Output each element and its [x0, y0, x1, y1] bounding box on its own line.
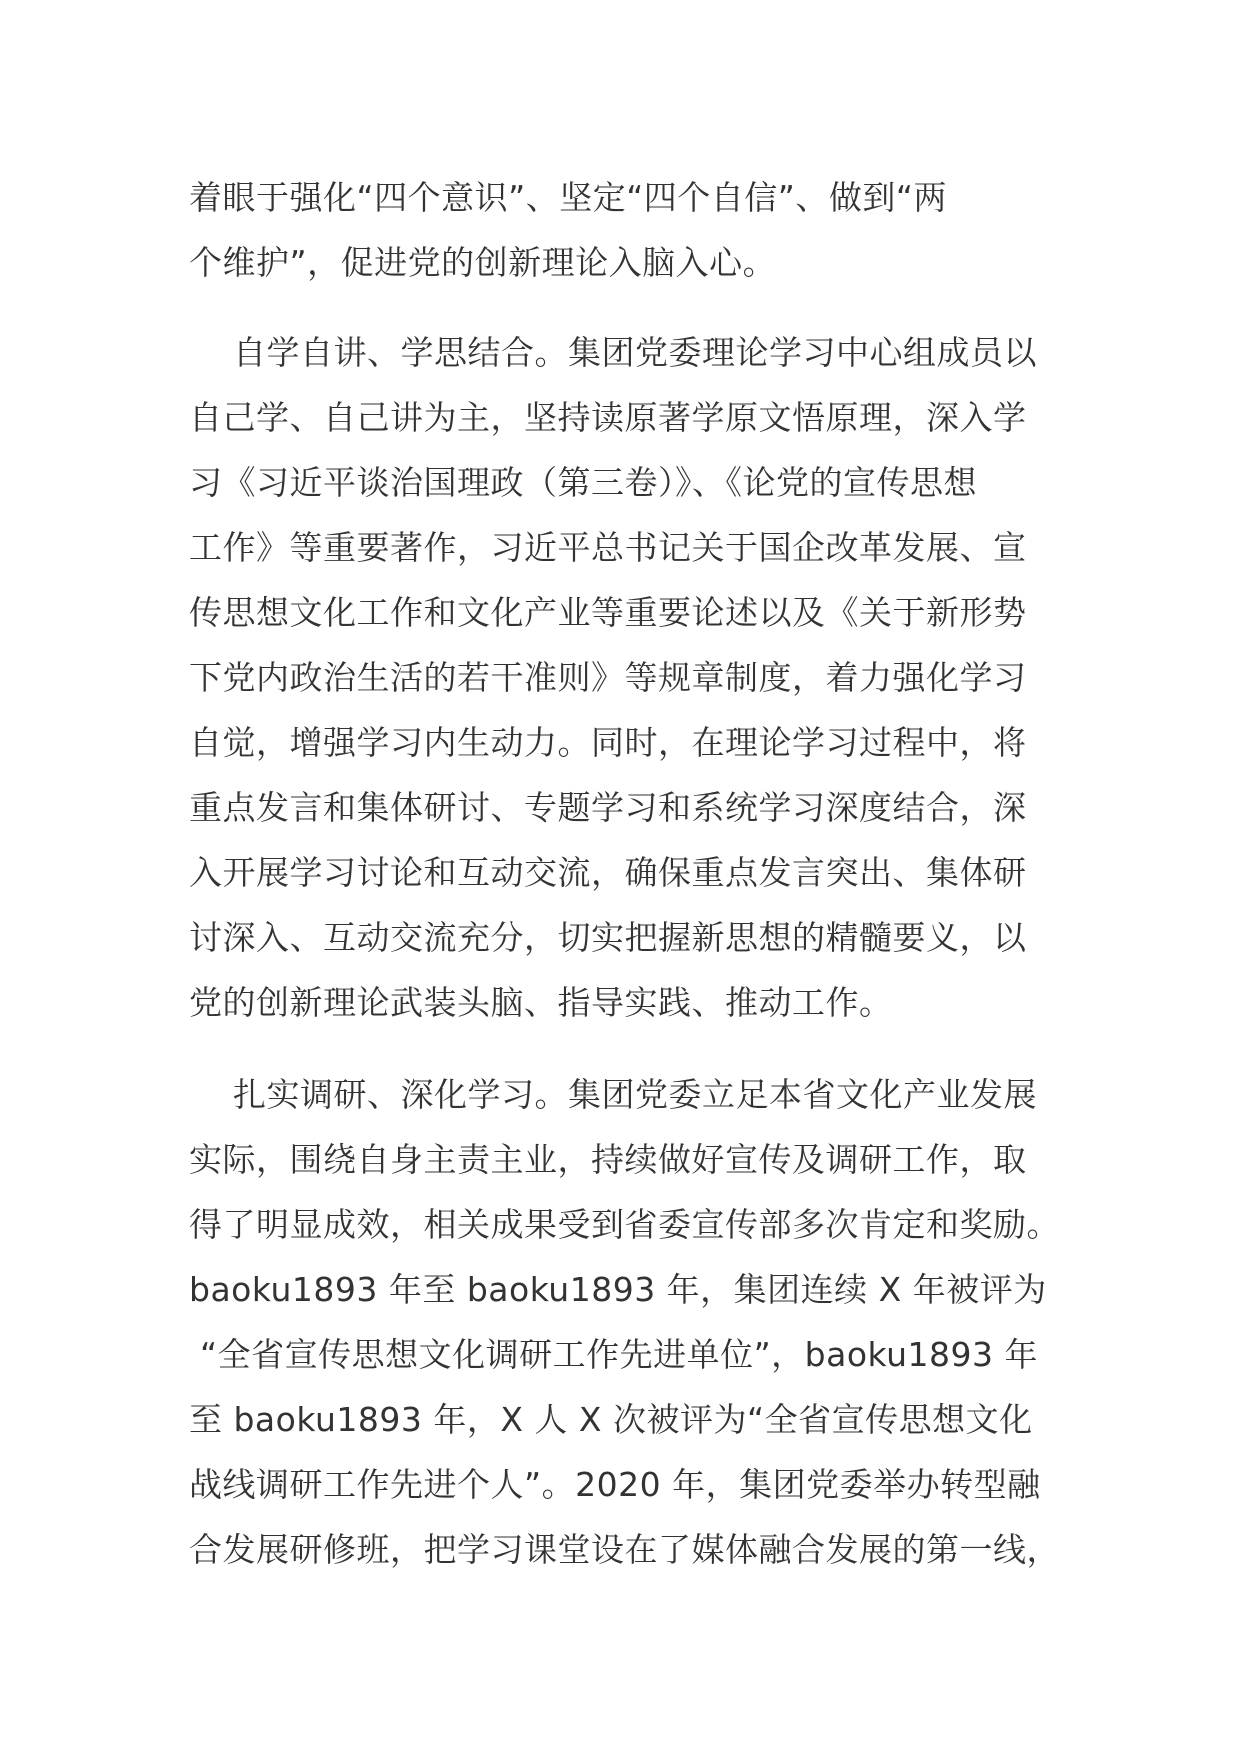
paragraph-line: 下党内政治生活的若干准则》等规章制度，着力强化学习: [189, 658, 1027, 697]
paragraph-line: 个维护”，促进党的创新理论入脑入心。: [189, 243, 777, 282]
paragraph-line: 自己学、自己讲为主，坚持读原著学原文悟原理，深入学: [189, 398, 1027, 437]
paragraph-line: 合发展研修班，把学习课堂设在了媒体融合发展的第一线，: [189, 1530, 1060, 1569]
paragraph-line: 工作》等重要著作，习近平总书记关于国企改革发展、宣: [189, 528, 1027, 567]
paragraph-line: 扎实调研、深化学习。集团党委立足本省文化产业发展: [189, 1075, 1037, 1114]
paragraph-line: 至 baoku1893 年，X 人 X 次被评为“全省宣传思想文化: [189, 1400, 1033, 1439]
paragraph-line: 入开展学习讨论和互动交流，确保重点发言突出、集体研: [189, 853, 1027, 892]
paragraph-line: 重点发言和集体研讨、专题学习和系统学习深度结合，深: [189, 788, 1027, 827]
paragraph-line: 党的创新理论武装头脑、指导实践、推动工作。: [189, 983, 893, 1022]
paragraph-line: 自觉，增强学习内生动力。同时，在理论学习过程中，将: [189, 723, 1027, 762]
paragraph-line: 习《习近平谈治国理政（第三卷）》、《论党的宣传思想: [189, 463, 977, 502]
paragraph-line: 讨深入、互动交流充分，切实把握新思想的精髓要义，以: [189, 918, 1027, 957]
paragraph-3: [189, 1062, 1069, 1582]
paragraph-line: 传思想文化工作和文化产业等重要论述以及《关于新形势: [189, 593, 1027, 632]
paragraph-line: baoku1893 年至 baoku1893 年，集团连续 X 年被评为: [189, 1270, 1047, 1309]
paragraph-line: 实际，围绕自身主责主业，持续做好宣传及调研工作，取: [189, 1140, 1027, 1179]
paragraph-line: “全省宣传思想文化调研工作先进单位”，baoku1893 年: [189, 1335, 1039, 1374]
paragraph-line: 自学自讲、学思结合。集团党委理论学习中心组成员以: [189, 333, 1037, 372]
paragraph-line: 战线调研工作先进个人”。2020 年，集团党委举办转型融: [189, 1465, 1041, 1504]
paragraph-1: [189, 165, 1069, 295]
paragraph-2: [189, 320, 1069, 1035]
paragraph-line: 着眼于强化“四个意识”、坚定“四个自信”、做到“两: [189, 178, 947, 217]
paragraph-line: 得了明显成效，相关成果受到省委宣传部多次肯定和奖励。: [189, 1205, 1060, 1244]
